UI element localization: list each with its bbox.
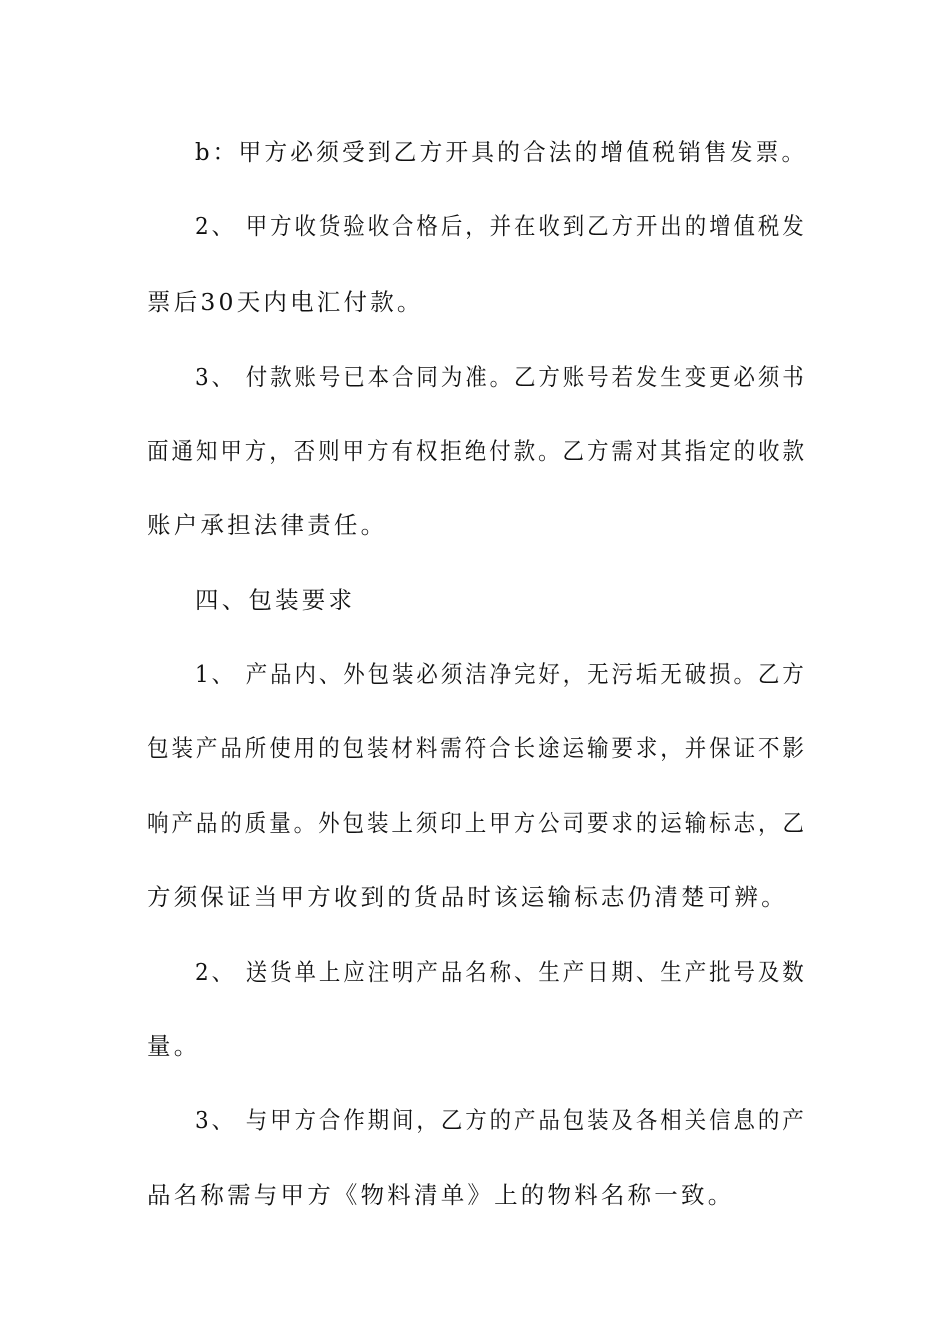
paragraph-line-packaging-clause-3-cont: 品名称需与甲方《物料清单》上的物料名称一致。 bbox=[147, 1181, 735, 1209]
paragraph-line-packaging-clause-1-cont-3: 方须保证当甲方收到的货品时该运输标志仍清楚可辨。 bbox=[147, 883, 788, 911]
paragraph-line-packaging-clause-2: 2、 送货单上应注明产品名称、生产日期、生产批号及数 bbox=[195, 958, 807, 986]
paragraph-line-packaging-clause-1-cont-2: 响产品的质量。外包装上须印上甲方公司要求的运输标志，乙 bbox=[147, 809, 807, 837]
paragraph-line-packaging-clause-3: 3、 与甲方合作期间，乙方的产品包装及各相关信息的产 bbox=[195, 1106, 807, 1134]
paragraph-line-invoice-requirement: b：甲方必须受到乙方开具的合法的增值税销售发票。 bbox=[195, 138, 808, 166]
paragraph-line-payment-clause-3-cont-1: 面通知甲方，否则甲方有权拒绝付款。乙方需对其指定的收款 bbox=[147, 437, 807, 465]
paragraph-line-payment-clause-2-cont: 票后30天内电汇付款。 bbox=[147, 288, 424, 316]
paragraph-line-payment-clause-2: 2、 甲方收货验收合格后，并在收到乙方开出的增值税发 bbox=[195, 212, 807, 240]
paragraph-line-payment-clause-3: 3、 付款账号已本合同为准。乙方账号若发生变更必须书 bbox=[195, 363, 807, 391]
paragraph-line-packaging-clause-1-cont-1: 包装产品所使用的包装材料需符合长途运输要求，并保证不影 bbox=[147, 734, 807, 762]
section-heading-packaging: 四、包装要求 bbox=[195, 586, 356, 614]
paragraph-line-packaging-clause-1: 1、 产品内、外包装必须洁净完好，无污垢无破损。乙方 bbox=[195, 660, 807, 688]
paragraph-line-packaging-clause-2-cont: 量。 bbox=[147, 1032, 201, 1060]
paragraph-line-payment-clause-3-cont-2: 账户承担法律责任。 bbox=[147, 511, 388, 539]
